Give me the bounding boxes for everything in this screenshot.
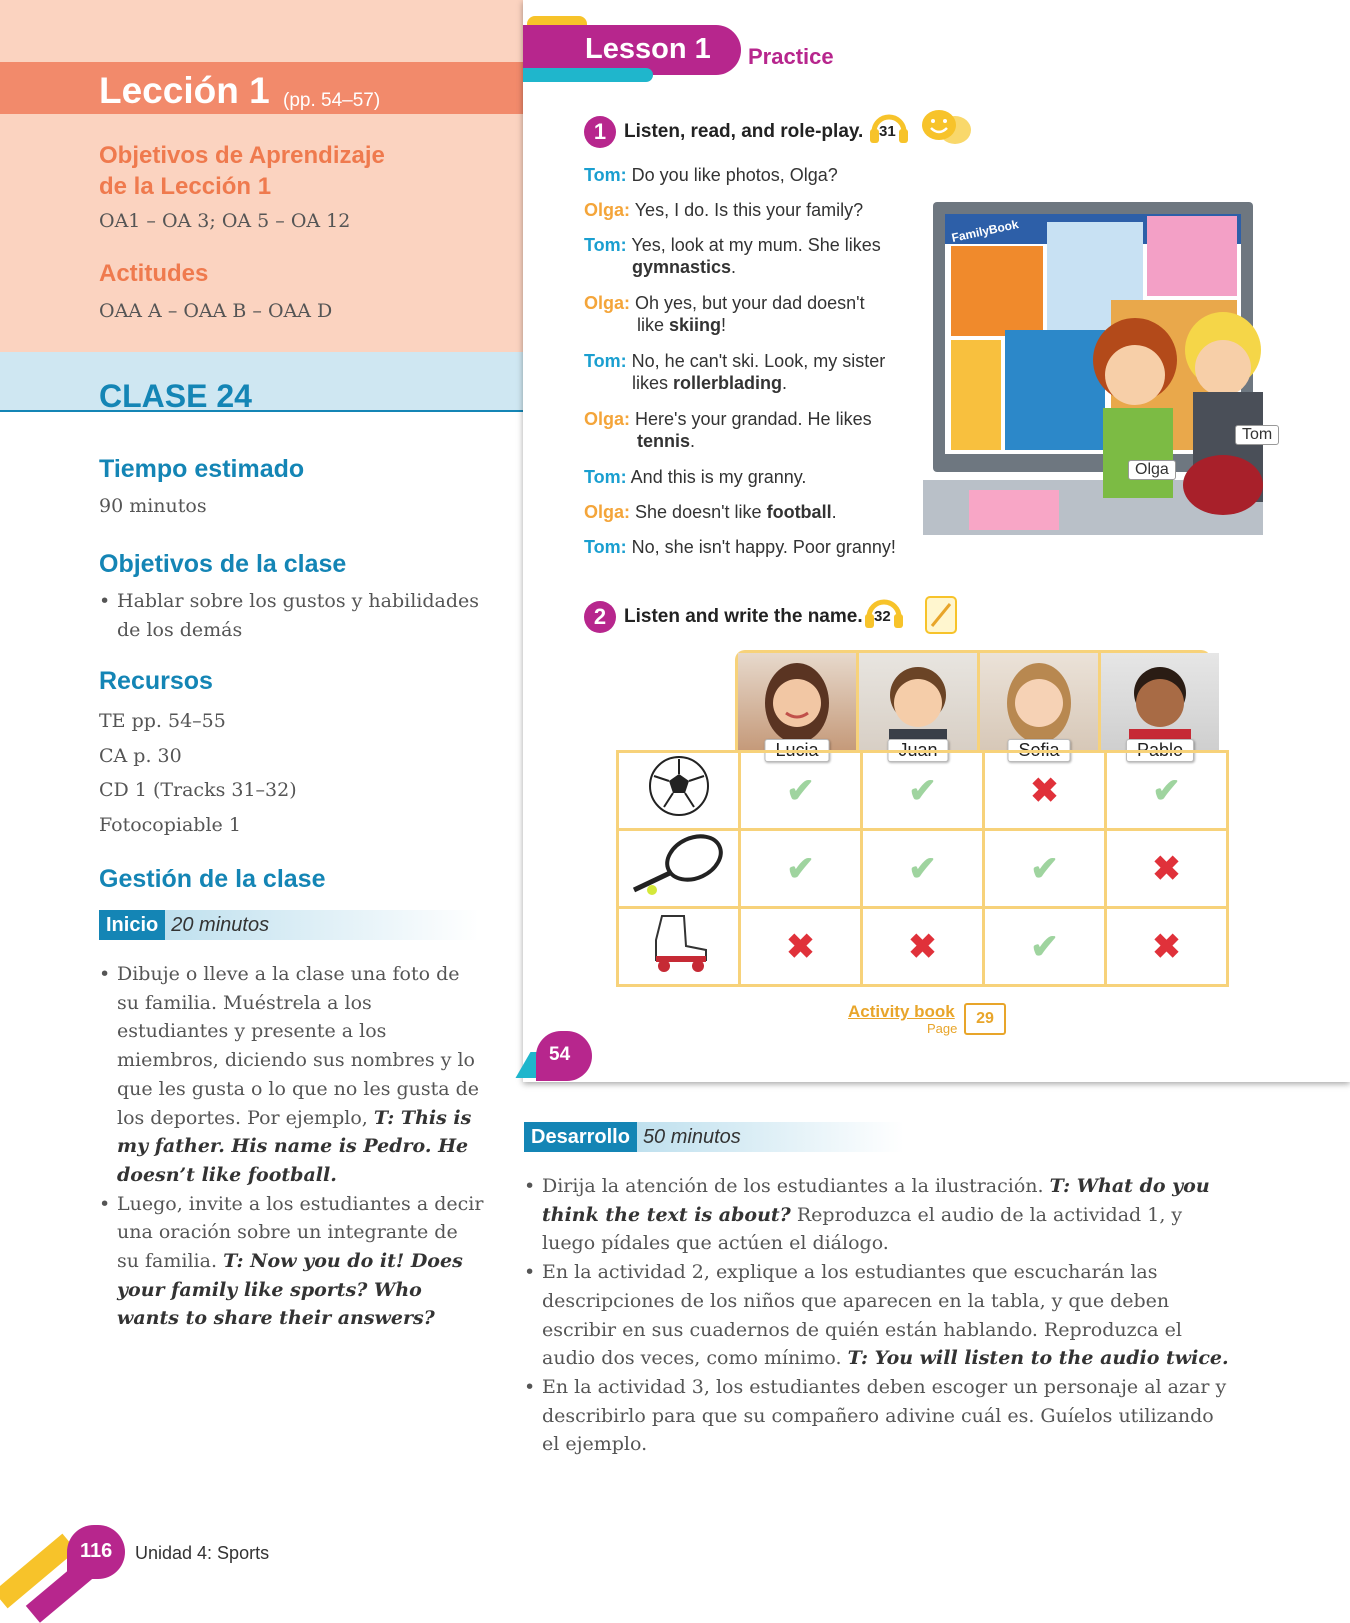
- activity-page-label: Page: [927, 1021, 958, 1036]
- dialogue-line: Tom: And this is my granny.: [584, 467, 807, 487]
- clase-title: CLASE 24: [99, 378, 252, 414]
- inicio-bar: [99, 910, 479, 940]
- list-item: • Dirija la atención de los estudiantes a la ilustración. T: What do you think the text is about? Reproduzca el audio de la actividad 1, y luego pídales que actúen el diálogo.: [524, 1172, 1229, 1258]
- objectives-heading: Objetivos de Aprendizaje de la Lección 1: [99, 142, 385, 200]
- grid-cell: [984, 752, 1106, 830]
- list-item: • Luego, invite a los estudiantes a decir una oración sobre un integrante de su familia. T: Now you do it! Does your family like sports? Who wants to share their answers?: [99, 1190, 484, 1334]
- family-computer-illustration: [923, 180, 1273, 540]
- dialogue-line: Olga: Yes, I do. Is this your family?: [584, 200, 864, 220]
- time-heading: Tiempo estimado: [99, 455, 305, 483]
- list-item: CA p. 30: [99, 744, 182, 767]
- table-row: [618, 908, 1228, 986]
- dialogue: [584, 164, 914, 571]
- grid-cell: [1106, 752, 1228, 830]
- dialogue-line: Olga: Here's your grandad. He likes tennis.: [584, 409, 872, 451]
- desarrollo-list: [524, 1172, 1229, 1459]
- tick-icon: ✔: [908, 849, 937, 888]
- list-item: CD 1 (Tracks 31–32): [99, 779, 297, 801]
- dialogue-line: Olga: Oh yes, but your dad doesn't like skiing!: [584, 293, 865, 335]
- grid-cell: [1106, 830, 1228, 908]
- grid-cell: [740, 830, 862, 908]
- name-tag: Lucia: [764, 739, 829, 762]
- inicio-list: [99, 960, 484, 1333]
- unit-label: Unidad 4: Sports: [135, 1543, 270, 1563]
- audio-track-icon[interactable]: [868, 112, 910, 151]
- tick-icon: ✔: [908, 771, 937, 810]
- book-page-number: 54: [549, 1044, 571, 1065]
- track-number: 31: [879, 123, 896, 140]
- tick-icon: ✔: [786, 771, 815, 810]
- pencil-note-icon: [923, 594, 959, 641]
- grid-cell: [984, 908, 1106, 986]
- screen-title: FamilyBook: [950, 217, 1020, 245]
- objectives-text: OA1 – OA 3; OA 5 – OA 12: [99, 210, 351, 232]
- dialogue-line: Tom: Yes, look at my mum. She likes gymnastics.: [584, 235, 881, 277]
- clase-band: [0, 352, 523, 412]
- practice-label: Practice: [748, 44, 834, 69]
- grid-cell: [740, 752, 862, 830]
- tennis-racket-icon: [618, 830, 740, 908]
- cross-icon: ✖: [1152, 927, 1181, 966]
- class-objectives-list: [99, 587, 489, 644]
- desarrollo-time: 50 minutos: [637, 1122, 904, 1152]
- name-tag: Juan: [887, 739, 948, 762]
- activity-page-number: 29: [964, 1003, 1006, 1035]
- list-item: • En la actividad 2, explique a los estudiantes que escucharán las descripciones de los niños que aparecen en la tabla, y que deben escribir en sus cuadernos de quién están hablando. Reproduzca el audio dos veces, como mínimo. T: You will listen to the audio twice.: [524, 1258, 1229, 1373]
- cross-icon: ✖: [908, 927, 937, 966]
- olga-label: Olga: [1128, 460, 1176, 480]
- list-item: • Dibuje o lleve a la clase una foto de su familia. Muéstrela a los estudiantes y presente a los miembros, diciendo sus nombres y lo que les gusta o lo que no les gusta de los deportes. Por ejemplo, T: This is my father. His name is Pedro. He doesn’t like football.: [99, 960, 484, 1190]
- cross-icon: ✖: [1030, 771, 1059, 810]
- tick-icon: ✔: [1030, 927, 1059, 966]
- list-item: • Hablar sobre los gustos y habilidades de los demás: [99, 587, 489, 644]
- resources-heading: Recursos: [99, 667, 213, 695]
- name-photos: [738, 653, 1219, 760]
- activity-number: 2: [584, 601, 616, 633]
- table-row: [618, 752, 1228, 830]
- inicio-time: 20 minutos: [165, 910, 479, 940]
- student-book-page: [523, 0, 1350, 1082]
- audio-track-icon[interactable]: [863, 597, 905, 636]
- tick-icon: ✔: [1152, 771, 1181, 810]
- roller-skate-icon: [618, 908, 740, 986]
- management-heading: Gestión de la clase: [99, 865, 326, 893]
- resources-list: [99, 704, 297, 842]
- grid-cell: [862, 908, 984, 986]
- drama-masks-icon: [919, 108, 979, 153]
- activity-title: Listen and write the name.: [624, 606, 863, 627]
- list-item: TE pp. 54–55: [99, 710, 226, 732]
- list-item: • En la actividad 3, los estudiantes deben escoger un personaje al azar y describirlo para que su compañero adivine cuál es. Guíelos utilizando el ejemplo.: [524, 1373, 1229, 1459]
- attitudes-heading: Actitudes: [99, 260, 209, 287]
- cross-icon: ✖: [1152, 849, 1181, 888]
- dialogue-line: Tom: Do you like photos, Olga?: [584, 165, 838, 185]
- track-number: 32: [874, 608, 891, 625]
- dialogue-line: Olga: She doesn't like football.: [584, 502, 837, 522]
- name-tag: Sofia: [1007, 739, 1070, 762]
- decor-cyan-stripe: [523, 68, 653, 82]
- tick-icon: ✔: [1030, 849, 1059, 888]
- dialogue-line: Tom: No, he can't ski. Look, my sister likes rollerblading.: [584, 351, 886, 393]
- child-photo-pablo: [1101, 653, 1219, 760]
- page-number: 116: [80, 1540, 113, 1562]
- dialogue-line: Tom: No, she isn't happy. Poor granny!: [584, 537, 896, 557]
- activity-number: 1: [584, 116, 616, 148]
- football-icon: [618, 752, 740, 830]
- attitudes-text: OAA A – OAA B – OAA D: [99, 300, 333, 322]
- class-objectives-heading: Objetivos de la clase: [99, 550, 347, 578]
- activity-title: Listen, read, and role-play.: [624, 121, 864, 142]
- lesson-label: Lesson 1: [585, 33, 711, 65]
- cross-icon: ✖: [786, 927, 815, 966]
- list-item: Fotocopiable 1: [99, 813, 241, 836]
- likes-grid: [616, 750, 1229, 987]
- grid-cell: [1106, 908, 1228, 986]
- grid-cell: [984, 830, 1106, 908]
- lesson-pages: (pp. 54–57): [283, 90, 381, 111]
- child-photo-sofia: [980, 653, 1098, 760]
- grid-cell: [862, 830, 984, 908]
- inicio-label: Inicio: [99, 910, 165, 940]
- tick-icon: ✔: [786, 849, 815, 888]
- activity-book-link[interactable]: Activity book: [848, 1002, 955, 1021]
- grid-cell: [862, 752, 984, 830]
- table-row: [618, 830, 1228, 908]
- tom-label: Tom: [1235, 425, 1279, 445]
- grid-cell: [740, 908, 862, 986]
- lesson-title: Lección 1: [99, 70, 270, 111]
- desarrollo-bar: [524, 1122, 904, 1152]
- time-value: 90 minutos: [99, 495, 207, 517]
- child-photo-juan: [859, 653, 977, 760]
- name-tag: Pablo: [1126, 739, 1194, 762]
- child-photo-lucia: [738, 653, 856, 760]
- desarrollo-label: Desarrollo: [524, 1122, 637, 1152]
